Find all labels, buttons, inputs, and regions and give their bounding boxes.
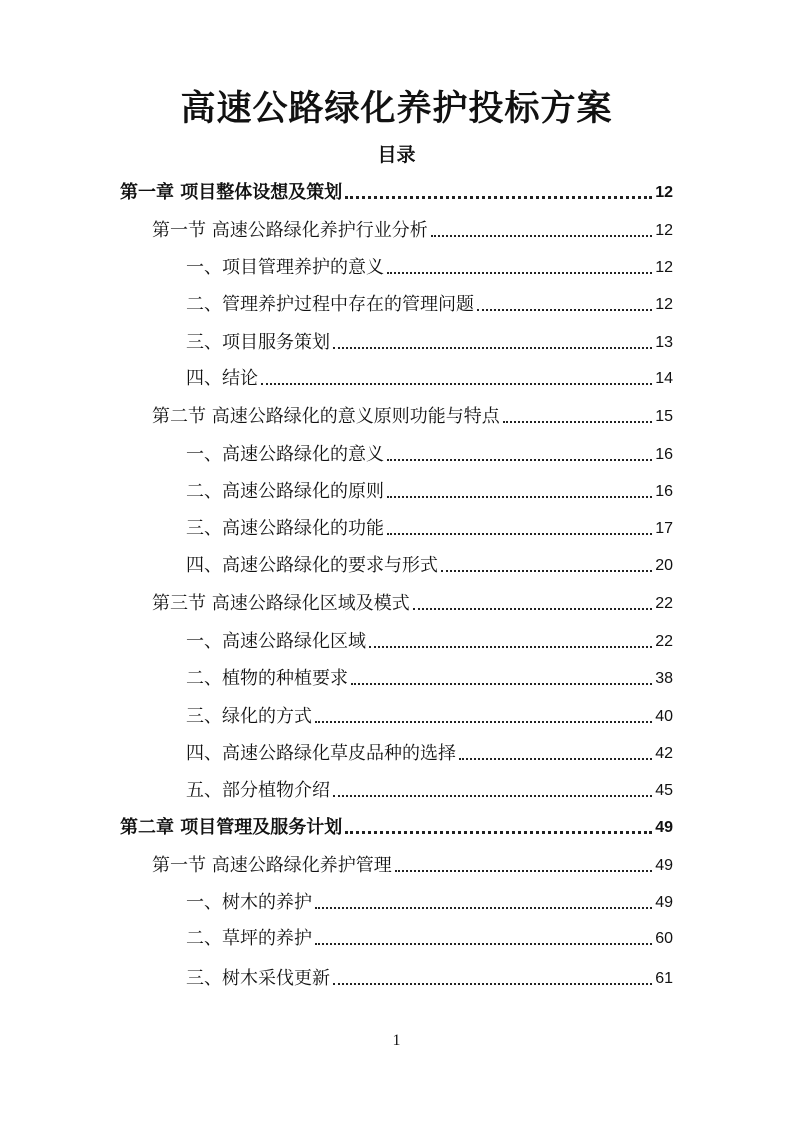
toc-entry-page: 60 bbox=[655, 930, 673, 947]
toc-dot-leader bbox=[333, 795, 652, 797]
toc-dot-leader bbox=[387, 272, 652, 274]
toc-entry-page: 40 bbox=[655, 708, 673, 725]
toc-entry-label: 三、高速公路绿化的功能 bbox=[186, 518, 384, 539]
toc-entry-chapter-1[interactable] bbox=[120, 180, 673, 206]
toc-dot-leader bbox=[333, 983, 652, 985]
toc-dot-leader bbox=[369, 646, 652, 648]
toc-entry-page: 49 bbox=[655, 819, 673, 836]
toc-entry-page: 49 bbox=[655, 857, 673, 874]
toc-dot-leader bbox=[345, 196, 652, 199]
toc-entry-page: 20 bbox=[655, 557, 673, 574]
toc-entry-label: 第三节 高速公路绿化区域及模式 bbox=[152, 593, 410, 614]
toc-entry-page: 12 bbox=[655, 184, 673, 201]
toc-dot-leader bbox=[345, 831, 652, 834]
toc-entry-page: 45 bbox=[655, 782, 673, 799]
toc-entry-subsection[interactable] bbox=[186, 966, 673, 992]
toc-entry-subsection[interactable] bbox=[186, 479, 673, 505]
toc-entry-label: 二、植物的种植要求 bbox=[186, 668, 348, 689]
page-number: 1 bbox=[392, 1032, 401, 1049]
toc-entry-subsection[interactable] bbox=[186, 366, 673, 392]
toc-dot-leader bbox=[315, 907, 652, 909]
toc-entry-subsection[interactable] bbox=[186, 292, 673, 318]
toc-heading: 目录 bbox=[377, 144, 416, 166]
toc-dot-leader bbox=[477, 309, 652, 311]
toc-entry-page: 12 bbox=[655, 222, 673, 239]
toc-entry-page: 12 bbox=[655, 296, 673, 313]
toc-entry-page: 22 bbox=[655, 633, 673, 650]
toc-entry-page: 14 bbox=[655, 370, 673, 387]
toc-dot-leader bbox=[333, 347, 652, 349]
toc-entry-label: 第二节 高速公路绿化的意义原则功能与特点 bbox=[152, 406, 500, 427]
toc-entry-page: 15 bbox=[655, 408, 673, 425]
toc-entry-page: 12 bbox=[655, 259, 673, 276]
toc-entry-label: 四、结论 bbox=[186, 368, 258, 389]
toc-entry-label: 三、项目服务策划 bbox=[186, 332, 330, 353]
toc-entry-page: 16 bbox=[655, 483, 673, 500]
toc-dot-leader bbox=[503, 421, 652, 423]
toc-entry-subsection[interactable] bbox=[186, 330, 673, 356]
toc-entry-label: 一、树木的养护 bbox=[186, 892, 312, 913]
toc-entry-label: 二、草坪的养护 bbox=[186, 928, 312, 949]
toc-entry-subsection[interactable] bbox=[186, 926, 673, 952]
toc-entry-label: 三、绿化的方式 bbox=[186, 706, 312, 727]
toc-dot-leader bbox=[413, 608, 652, 610]
toc-entry-subsection[interactable] bbox=[186, 629, 673, 655]
toc-dot-leader bbox=[459, 758, 652, 760]
toc-dot-leader bbox=[351, 683, 652, 685]
toc-dot-leader bbox=[315, 721, 652, 723]
toc-dot-leader bbox=[315, 943, 652, 945]
toc-entry-label: 四、高速公路绿化的要求与形式 bbox=[186, 555, 438, 576]
toc-entry-label: 一、高速公路绿化的意义 bbox=[186, 444, 384, 465]
toc-entry-page: 38 bbox=[655, 670, 673, 687]
toc-entry-label: 二、高速公路绿化的原则 bbox=[186, 481, 384, 502]
toc-entry-section[interactable] bbox=[152, 218, 673, 244]
toc-dot-leader bbox=[261, 383, 652, 385]
toc-dot-leader bbox=[441, 570, 652, 572]
toc-entry-page: 42 bbox=[655, 745, 673, 762]
toc-entry-label: 二、管理养护过程中存在的管理问题 bbox=[186, 294, 474, 315]
toc-entry-subsection[interactable] bbox=[186, 778, 673, 804]
toc-entry-subsection[interactable] bbox=[186, 890, 673, 916]
toc-entry-label: 一、高速公路绿化区域 bbox=[186, 631, 366, 652]
toc-entry-page: 17 bbox=[655, 520, 673, 537]
toc-entry-page: 22 bbox=[655, 595, 673, 612]
toc-entry-label: 第一章 项目整体设想及策划 bbox=[120, 182, 343, 203]
toc-entry-label: 一、项目管理养护的意义 bbox=[186, 257, 384, 278]
toc-entry-section[interactable] bbox=[152, 591, 673, 617]
toc-dot-leader bbox=[431, 235, 652, 237]
toc-entry-page: 61 bbox=[655, 970, 673, 987]
toc-dot-leader bbox=[387, 533, 652, 535]
toc-entry-page: 16 bbox=[655, 446, 673, 463]
toc-entry-label: 四、高速公路绿化草皮品种的选择 bbox=[186, 743, 456, 764]
toc-entry-label: 第一节 高速公路绿化养护管理 bbox=[152, 855, 392, 876]
toc-entry-subsection[interactable] bbox=[186, 516, 673, 542]
toc-dot-leader bbox=[387, 459, 652, 461]
toc-dot-leader bbox=[387, 496, 652, 498]
toc-entry-chapter-2[interactable] bbox=[120, 815, 673, 841]
toc-entry-subsection[interactable] bbox=[186, 442, 673, 468]
toc-entry-section[interactable] bbox=[152, 404, 673, 430]
toc-entry-label: 五、部分植物介绍 bbox=[186, 780, 330, 801]
toc-dot-leader bbox=[395, 870, 652, 872]
toc-entry-section[interactable] bbox=[152, 853, 673, 879]
toc-entry-label: 第二章 项目管理及服务计划 bbox=[120, 817, 343, 838]
toc-entry-page: 49 bbox=[655, 894, 673, 911]
toc-entry-page: 13 bbox=[655, 334, 673, 351]
toc-entry-subsection[interactable] bbox=[186, 741, 673, 767]
toc-entry-subsection[interactable] bbox=[186, 704, 673, 730]
toc-entry-subsection[interactable] bbox=[186, 255, 673, 281]
toc-entry-subsection[interactable] bbox=[186, 553, 673, 579]
toc-entry-label: 第一节 高速公路绿化养护行业分析 bbox=[152, 220, 428, 241]
toc-entry-label: 三、树木采伐更新 bbox=[186, 968, 330, 989]
toc-entry-subsection[interactable] bbox=[186, 666, 673, 692]
document-title: 高速公路绿化养护投标方案 bbox=[180, 89, 613, 129]
